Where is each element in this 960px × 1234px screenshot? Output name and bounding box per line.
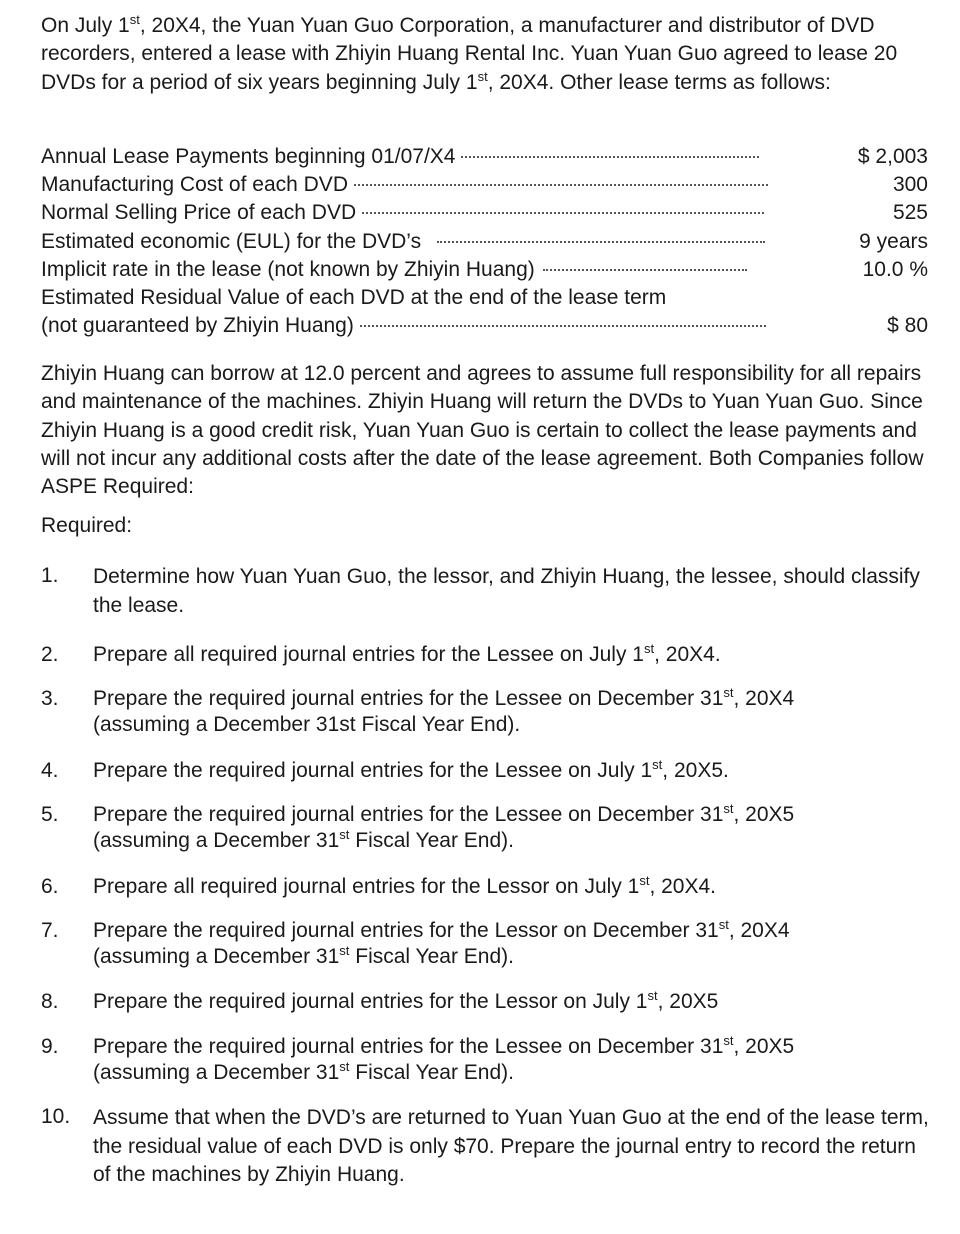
requirement-text xyxy=(93,918,931,970)
term-value: 9 years xyxy=(859,229,928,253)
required-heading: Required: xyxy=(41,514,133,537)
intro-superscript: st xyxy=(129,12,140,27)
requirement-text xyxy=(93,758,931,784)
dot-leader xyxy=(354,184,768,186)
requirement-superscript: st xyxy=(647,988,658,1003)
requirement-number: 9. xyxy=(41,1035,59,1058)
term-row-implicit-rate xyxy=(41,256,928,284)
term-value: 300 xyxy=(892,173,928,197)
term-label: Estimated Residual Value of each DVD at the end of the lease term xyxy=(41,285,667,309)
term-value: 525 xyxy=(892,201,928,225)
intro-text: , 20X4, the Yuan Yuan Guo Corporation, a manufacturer and distributor of DVD recorders, entered a lease with Zhiyin Huang Rental Inc. Yuan Yuan Guo agreed to lease 20 DVDs for a period of six years beginning July 1 xyxy=(41,14,898,94)
dot-leader xyxy=(437,241,765,243)
requirement-superscript: st xyxy=(652,757,663,772)
requirement-text-part: Prepare the required journal entries for the Lessee on December 31 xyxy=(93,687,724,710)
requirement-text-part: Prepare all required journal entries for the Lessee on July 1 xyxy=(93,643,644,666)
term-label: Implicit rate in the lease (not known by Zhiyin Huang) xyxy=(41,257,535,281)
requirement-number: 7. xyxy=(41,919,59,942)
requirement-superscript: st xyxy=(723,801,734,816)
requirement-text-part: Fiscal Year End). xyxy=(349,1061,514,1084)
requirement-text-part: (assuming a December 31 xyxy=(93,1061,340,1084)
dot-leader xyxy=(461,156,759,158)
term-value: 10.0 % xyxy=(862,257,928,281)
requirement-superscript: st xyxy=(639,873,650,888)
requirement-number: 4. xyxy=(41,759,59,782)
requirement-text-part: Prepare the required journal entries for the Lessor on December 31 xyxy=(93,919,719,942)
requirement-number: 10. xyxy=(41,1105,71,1128)
term-label: Normal Selling Price of each DVD xyxy=(41,201,357,225)
requirement-text-part: Fiscal Year End). xyxy=(349,945,514,968)
requirement-superscript: st xyxy=(339,1059,350,1074)
requirement-text-part: , 20X5 xyxy=(657,990,719,1013)
requirement-text-part: , 20X5 xyxy=(733,1035,795,1058)
requirement-number: 8. xyxy=(41,990,59,1013)
requirement-superscript: st xyxy=(723,1033,734,1048)
requirement-text xyxy=(93,1034,931,1086)
lease-terms-list xyxy=(41,143,928,340)
requirement-text xyxy=(93,642,931,668)
requirement-number: 3. xyxy=(41,687,59,710)
requirement-number: 6. xyxy=(41,875,59,898)
requirement-text xyxy=(93,874,931,900)
dot-leader xyxy=(362,212,764,214)
requirement-text-part: (assuming a December 31st Fiscal Year End). xyxy=(93,713,521,736)
requirement-text-part: Fiscal Year End). xyxy=(349,829,514,852)
intro-superscript: st xyxy=(477,68,488,84)
requirement-text: Assume that when the DVD’s are returned to Yuan Yuan Guo at the end of the lease term, the residual value of each DVD is only $70. Prepare the journal entry to record the return of the machines by Zhiyin Huang. xyxy=(93,1106,929,1187)
term-label: (not guaranteed by Zhiyin Huang) xyxy=(41,314,354,338)
term-value: $ 80 xyxy=(887,314,928,338)
requirement-text-part: , 20X4. xyxy=(649,875,716,898)
requirement-superscript: st xyxy=(339,827,350,842)
requirement-text xyxy=(93,989,931,1015)
borrowing-paragraph: Zhiyin Huang can borrow at 12.0 percent and agrees to assume full responsibility for all repairs and maintenance of the machines. Zhiyin Huang will return the DVDs to Yuan Yuan Guo. Since Zhiyin Huang is a good credit risk, Yuan Yuan Guo is certain to collect the lease payments and will not incur any additional costs after the date of the lease agreement. Both Companies follow ASPE Required: xyxy=(41,362,924,499)
term-row-residual-value xyxy=(41,312,928,340)
requirement-number: 5. xyxy=(41,803,59,826)
requirement-text xyxy=(93,802,931,854)
term-label: Manufacturing Cost of each DVD xyxy=(41,173,348,197)
term-label: Estimated economic (EUL) for the DVD’s xyxy=(41,229,422,253)
term-row-selling-price xyxy=(41,199,928,227)
dot-leader xyxy=(543,269,747,271)
requirement-text-part: , 20X5. xyxy=(662,759,729,782)
term-row-manufacturing-cost xyxy=(41,171,928,199)
requirement-text-part: Prepare the required journal entries for the Lessor on July 1 xyxy=(93,990,648,1013)
term-label: Annual Lease Payments beginning 01/07/X4 xyxy=(41,145,456,168)
requirement-text: Determine how Yuan Yuan Guo, the lessor, and Zhiyin Huang, the lessee, should classify the lease. xyxy=(93,565,920,617)
requirement-text-part: , 20X5 xyxy=(733,803,795,826)
requirement-text-part: Prepare the required journal entries for the Lessee on July 1 xyxy=(93,759,653,782)
term-row-residual-heading xyxy=(41,284,928,312)
requirement-text-part: (assuming a December 31 xyxy=(93,829,340,852)
requirement-text-part: Prepare all required journal entries for the Lessor on July 1 xyxy=(93,875,640,898)
requirement-text-part: , 20X4. xyxy=(654,643,721,666)
requirement-text-part: , 20X4 xyxy=(733,687,795,710)
intro-paragraph xyxy=(41,12,921,97)
intro-text: On July 1 xyxy=(41,14,130,37)
dot-leader xyxy=(360,325,766,327)
term-row-economic-life xyxy=(41,228,928,256)
requirement-text-part: (assuming a December 31 xyxy=(93,945,340,968)
requirement-text xyxy=(93,686,931,738)
requirement-text-part: , 20X4 xyxy=(728,919,790,942)
intro-text: , 20X4. Other lease terms as follows: xyxy=(487,70,831,94)
requirement-text-part: Prepare the required journal entries for the Lessee on December 31 xyxy=(93,803,724,826)
term-value: $ 2,003 xyxy=(857,145,928,168)
requirement-superscript: st xyxy=(723,685,734,700)
requirement-number: 2. xyxy=(41,643,59,666)
requirement-superscript: st xyxy=(339,943,350,958)
requirement-number: 1. xyxy=(41,564,59,587)
requirement-superscript: st xyxy=(718,917,729,932)
term-row-annual-payments xyxy=(41,143,928,171)
requirement-text-part: Prepare the required journal entries for the Lessee on December 31 xyxy=(93,1035,724,1058)
requirement-superscript: st xyxy=(643,641,655,656)
